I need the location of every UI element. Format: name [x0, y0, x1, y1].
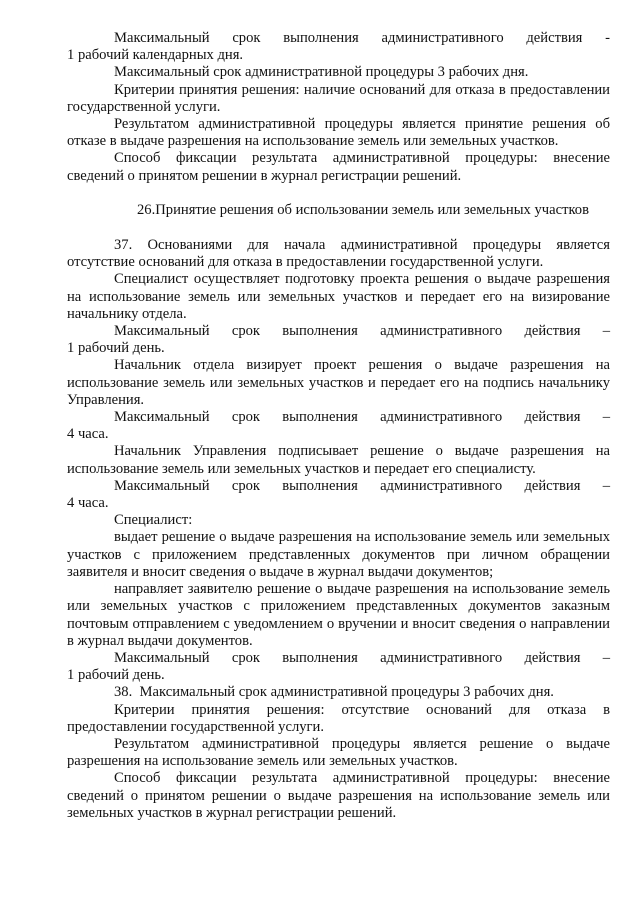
paragraph: Начальник отдела визирует проект решения о выдаче разрешения на использование земель или земельных участков и передает его на подпись начальнику Управления. — [67, 357, 610, 408]
paragraph: Результатом административной процедуры является решение о выдаче разрешения на использование земель или земельных участков. — [67, 735, 610, 770]
paragraph-tail: 4 часа. — [67, 426, 109, 443]
justified-line — [67, 478, 610, 495]
paragraph: выдает решение о выдаче разрешения на использование земель или земельных участков с приложением представленных документов при личном обращении заявителя и вносит сведения о выдаче в журнал выдачи документов; — [67, 529, 610, 580]
max-term-line — [67, 650, 610, 684]
paragraph-tail: 1 рабочий календарных дня. — [67, 47, 244, 64]
paragraph: 37. Основаниями для начала административной процедуры является отсутствие оснований для отказа в предоставлении государственной услуги. — [67, 237, 610, 271]
word: - — [605, 30, 610, 46]
word: административного — [381, 30, 504, 46]
word: действия — [526, 30, 583, 46]
paragraph-tail: 1 рабочий день. — [67, 667, 165, 684]
word: Максимальный — [114, 409, 210, 426]
paragraph-tail: 1 рабочий день. — [67, 340, 165, 357]
word: административного — [380, 649, 503, 666]
word: действия — [524, 649, 581, 666]
paragraph: Способ фиксации результата административной процедуры: внесение сведений о принятом решении в журнал регистрации решений. — [67, 150, 610, 184]
word: срок — [231, 409, 261, 426]
word: административного — [380, 323, 503, 340]
section-heading: 26.Принятие решения об использовании земель или земельных участков — [137, 201, 589, 218]
word: выполнения — [282, 649, 358, 666]
word: – — [602, 477, 610, 494]
word: – — [602, 409, 610, 426]
paragraph: направляет заявителю решение о выдаче разрешения на использование земель или земельных участков с приложением представленных документов заказным почтовым отправлением с уведомлением о вручении и вносит сведения о направлении в журнал выдачи документов. — [67, 581, 610, 649]
max-term-line — [67, 323, 610, 357]
word: Максимальный — [114, 649, 210, 666]
justified-line — [67, 409, 610, 426]
justified-line — [67, 30, 610, 47]
word: срок — [232, 30, 261, 46]
paragraph: Максимальный срок административной процедуры 3 рабочих дня. — [114, 64, 529, 81]
max-term-line — [67, 478, 610, 512]
word: – — [602, 649, 610, 666]
paragraph: Специалист осуществляет подготовку проекта решения о выдаче разрешения на использование земель или земельных участков и передает его на визирование начальнику отдела. — [67, 271, 610, 322]
word: выполнения — [282, 477, 358, 494]
word: выполнения — [282, 409, 358, 426]
justified-line — [67, 650, 610, 667]
word: срок — [231, 323, 261, 340]
justified-line — [67, 323, 610, 340]
word: срок — [231, 477, 261, 494]
paragraph: Результатом административной процедуры является принятие решения об отказе в выдаче разрешения на использование земель или земельных участков. — [67, 116, 610, 150]
paragraph: Критерии принятия решения: отсутствие оснований для отказа в предоставлении государственной услуги. — [67, 701, 610, 735]
word: административного — [380, 409, 503, 426]
paragraph: Способ фиксации результата административной процедуры: внесение сведений о принятом решении о выдаче разрешения на использование земель или земельных участков в журнал регистрации решений. — [67, 770, 610, 821]
word: административного — [380, 477, 503, 494]
word: действия — [524, 477, 581, 494]
paragraph-tail: 4 часа. — [67, 495, 109, 512]
paragraph: Критерии принятия решения: наличие оснований для отказа в предоставлении государственной услуги. — [67, 81, 610, 115]
word: срок — [231, 649, 261, 666]
paragraph: Начальник Управления подписывает решение о выдаче разрешения на использование земель или земельных участков и передает его специалисту. — [67, 443, 610, 477]
max-term-line — [67, 30, 610, 64]
paragraph: 38. Максимальный срок административной процедуры 3 рабочих дня. — [114, 684, 554, 701]
word: выполнения — [282, 323, 358, 340]
word: Максимальный — [114, 30, 210, 46]
max-term-line — [67, 409, 610, 443]
word: действия — [524, 409, 581, 426]
word: Максимальный — [114, 477, 210, 494]
word: Максимальный — [114, 323, 210, 340]
paragraph: Специалист: — [114, 512, 193, 529]
word: выполнения — [283, 30, 359, 46]
word: действия — [524, 323, 581, 340]
word: – — [602, 323, 610, 340]
